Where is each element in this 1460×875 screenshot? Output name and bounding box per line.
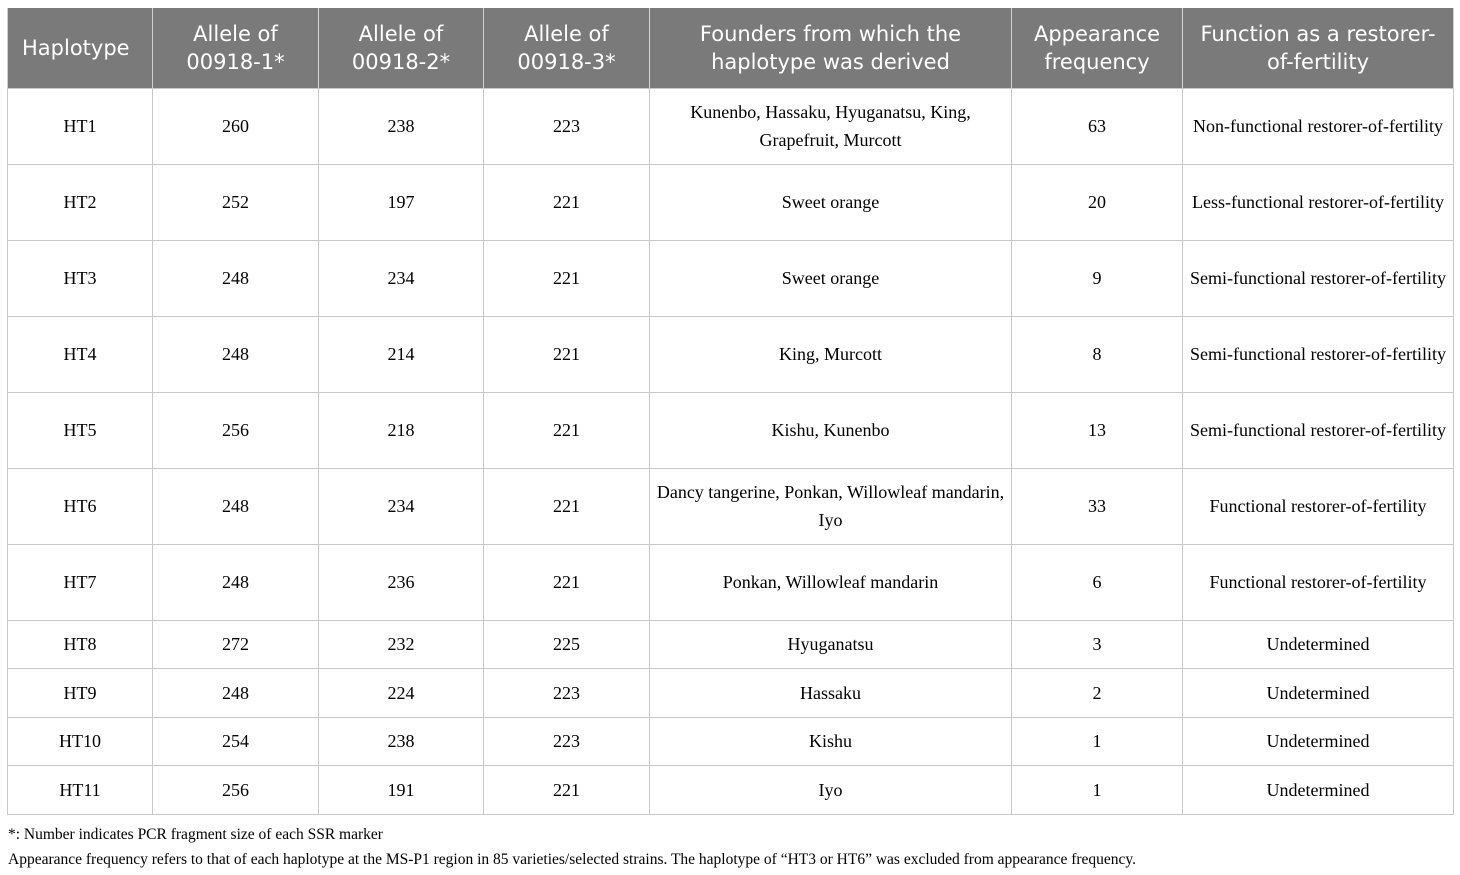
cell-allele-2: 234 bbox=[319, 468, 484, 544]
cell-function: Non-functional restorer-of-fertility bbox=[1183, 88, 1454, 164]
cell-allele-2: 238 bbox=[319, 88, 484, 164]
cell-allele-3: 225 bbox=[484, 620, 650, 669]
cell-frequency: 1 bbox=[1012, 717, 1183, 766]
cell-frequency: 6 bbox=[1012, 544, 1183, 620]
cell-allele-2: 234 bbox=[319, 240, 484, 316]
cell-allele-3: 221 bbox=[484, 240, 650, 316]
cell-allele-3: 221 bbox=[484, 316, 650, 392]
table-row bbox=[8, 240, 1454, 316]
cell-allele-1: 248 bbox=[153, 468, 319, 544]
cell-function: Functional restorer-of-fertility bbox=[1183, 544, 1454, 620]
cell-allele-2: 197 bbox=[319, 164, 484, 240]
cell-founders: Hyuganatsu bbox=[650, 620, 1012, 669]
table-row bbox=[8, 544, 1454, 620]
cell-allele-3: 221 bbox=[484, 164, 650, 240]
cell-function: Undetermined bbox=[1183, 669, 1454, 718]
cell-haplotype: HT3 bbox=[8, 240, 153, 316]
cell-allele-3: 223 bbox=[484, 669, 650, 718]
cell-allele-2: 232 bbox=[319, 620, 484, 669]
table-header-row bbox=[8, 8, 1454, 88]
cell-frequency: 1 bbox=[1012, 766, 1183, 815]
cell-allele-2: 191 bbox=[319, 766, 484, 815]
cell-frequency: 3 bbox=[1012, 620, 1183, 669]
cell-founders: Sweet orange bbox=[650, 240, 1012, 316]
table-row bbox=[8, 392, 1454, 468]
cell-allele-2: 236 bbox=[319, 544, 484, 620]
cell-haplotype: HT7 bbox=[8, 544, 153, 620]
cell-allele-2: 214 bbox=[319, 316, 484, 392]
table-row bbox=[8, 620, 1454, 669]
table-body bbox=[8, 88, 1454, 814]
cell-allele-3: 221 bbox=[484, 468, 650, 544]
cell-founders: Ponkan, Willowleaf mandarin bbox=[650, 544, 1012, 620]
header-allele-2: Allele of 00918-2* bbox=[319, 8, 484, 88]
haplotype-table bbox=[7, 8, 1454, 815]
table-row bbox=[8, 316, 1454, 392]
cell-founders: Hassaku bbox=[650, 669, 1012, 718]
cell-allele-1: 256 bbox=[153, 766, 319, 815]
footnote-asterisk: *: Number indicates PCR fragment size of each SSR marker bbox=[8, 826, 383, 843]
cell-haplotype: HT2 bbox=[8, 164, 153, 240]
header-haplotype: Haplotype bbox=[8, 8, 153, 88]
cell-frequency: 8 bbox=[1012, 316, 1183, 392]
cell-allele-1: 256 bbox=[153, 392, 319, 468]
header-function: Function as a restorer-of-fertility bbox=[1183, 8, 1454, 88]
cell-allele-1: 254 bbox=[153, 717, 319, 766]
header-allele-3: Allele of 00918-3* bbox=[484, 8, 650, 88]
cell-haplotype: HT9 bbox=[8, 669, 153, 718]
table-row bbox=[8, 468, 1454, 544]
cell-haplotype: HT4 bbox=[8, 316, 153, 392]
cell-founders: King, Murcott bbox=[650, 316, 1012, 392]
cell-founders: Dancy tangerine, Ponkan, Willowleaf mandarin, Iyo bbox=[650, 468, 1012, 544]
cell-frequency: 20 bbox=[1012, 164, 1183, 240]
header-founders: Founders from which the haplotype was derived bbox=[650, 8, 1012, 88]
haplotype-table-container bbox=[7, 8, 1453, 815]
cell-function: Functional restorer-of-fertility bbox=[1183, 468, 1454, 544]
table-footnotes bbox=[8, 822, 1454, 872]
cell-function: Semi-functional restorer-of-fertility bbox=[1183, 240, 1454, 316]
cell-haplotype: HT6 bbox=[8, 468, 153, 544]
cell-function: Undetermined bbox=[1183, 620, 1454, 669]
cell-allele-3: 221 bbox=[484, 766, 650, 815]
cell-founders: Iyo bbox=[650, 766, 1012, 815]
cell-function: Undetermined bbox=[1183, 766, 1454, 815]
header-frequency: Appearance frequency bbox=[1012, 8, 1183, 88]
header-allele-1: Allele of 00918-1* bbox=[153, 8, 319, 88]
cell-founders: Kunenbo, Hassaku, Hyuganatsu, King, Grapefruit, Murcott bbox=[650, 88, 1012, 164]
cell-allele-1: 248 bbox=[153, 669, 319, 718]
cell-allele-3: 223 bbox=[484, 88, 650, 164]
footnote-frequency: Appearance frequency refers to that of each haplotype at the MS-P1 region in 85 varieties/selected strains. The haplotype of “HT3 or HT6” was excluded from appearance frequency. bbox=[8, 851, 1137, 868]
cell-frequency: 33 bbox=[1012, 468, 1183, 544]
cell-allele-1: 248 bbox=[153, 240, 319, 316]
cell-frequency: 13 bbox=[1012, 392, 1183, 468]
cell-haplotype: HT1 bbox=[8, 88, 153, 164]
table-row bbox=[8, 717, 1454, 766]
cell-allele-2: 218 bbox=[319, 392, 484, 468]
cell-allele-1: 260 bbox=[153, 88, 319, 164]
cell-haplotype: HT8 bbox=[8, 620, 153, 669]
table-row bbox=[8, 669, 1454, 718]
cell-function: Less-functional restorer-of-fertility bbox=[1183, 164, 1454, 240]
cell-haplotype: HT5 bbox=[8, 392, 153, 468]
cell-allele-2: 238 bbox=[319, 717, 484, 766]
cell-allele-1: 248 bbox=[153, 316, 319, 392]
cell-founders: Kishu bbox=[650, 717, 1012, 766]
cell-haplotype: HT10 bbox=[8, 717, 153, 766]
table-row bbox=[8, 164, 1454, 240]
cell-allele-1: 272 bbox=[153, 620, 319, 669]
cell-frequency: 9 bbox=[1012, 240, 1183, 316]
cell-allele-3: 221 bbox=[484, 392, 650, 468]
cell-allele-1: 248 bbox=[153, 544, 319, 620]
cell-function: Undetermined bbox=[1183, 717, 1454, 766]
table-row bbox=[8, 88, 1454, 164]
cell-frequency: 2 bbox=[1012, 669, 1183, 718]
cell-function: Semi-functional restorer-of-fertility bbox=[1183, 316, 1454, 392]
cell-function: Semi-functional restorer-of-fertility bbox=[1183, 392, 1454, 468]
cell-allele-1: 252 bbox=[153, 164, 319, 240]
cell-allele-2: 224 bbox=[319, 669, 484, 718]
cell-frequency: 63 bbox=[1012, 88, 1183, 164]
cell-haplotype: HT11 bbox=[8, 766, 153, 815]
cell-founders: Kishu, Kunenbo bbox=[650, 392, 1012, 468]
table-row bbox=[8, 766, 1454, 815]
cell-founders: Sweet orange bbox=[650, 164, 1012, 240]
cell-allele-3: 223 bbox=[484, 717, 650, 766]
cell-allele-3: 221 bbox=[484, 544, 650, 620]
